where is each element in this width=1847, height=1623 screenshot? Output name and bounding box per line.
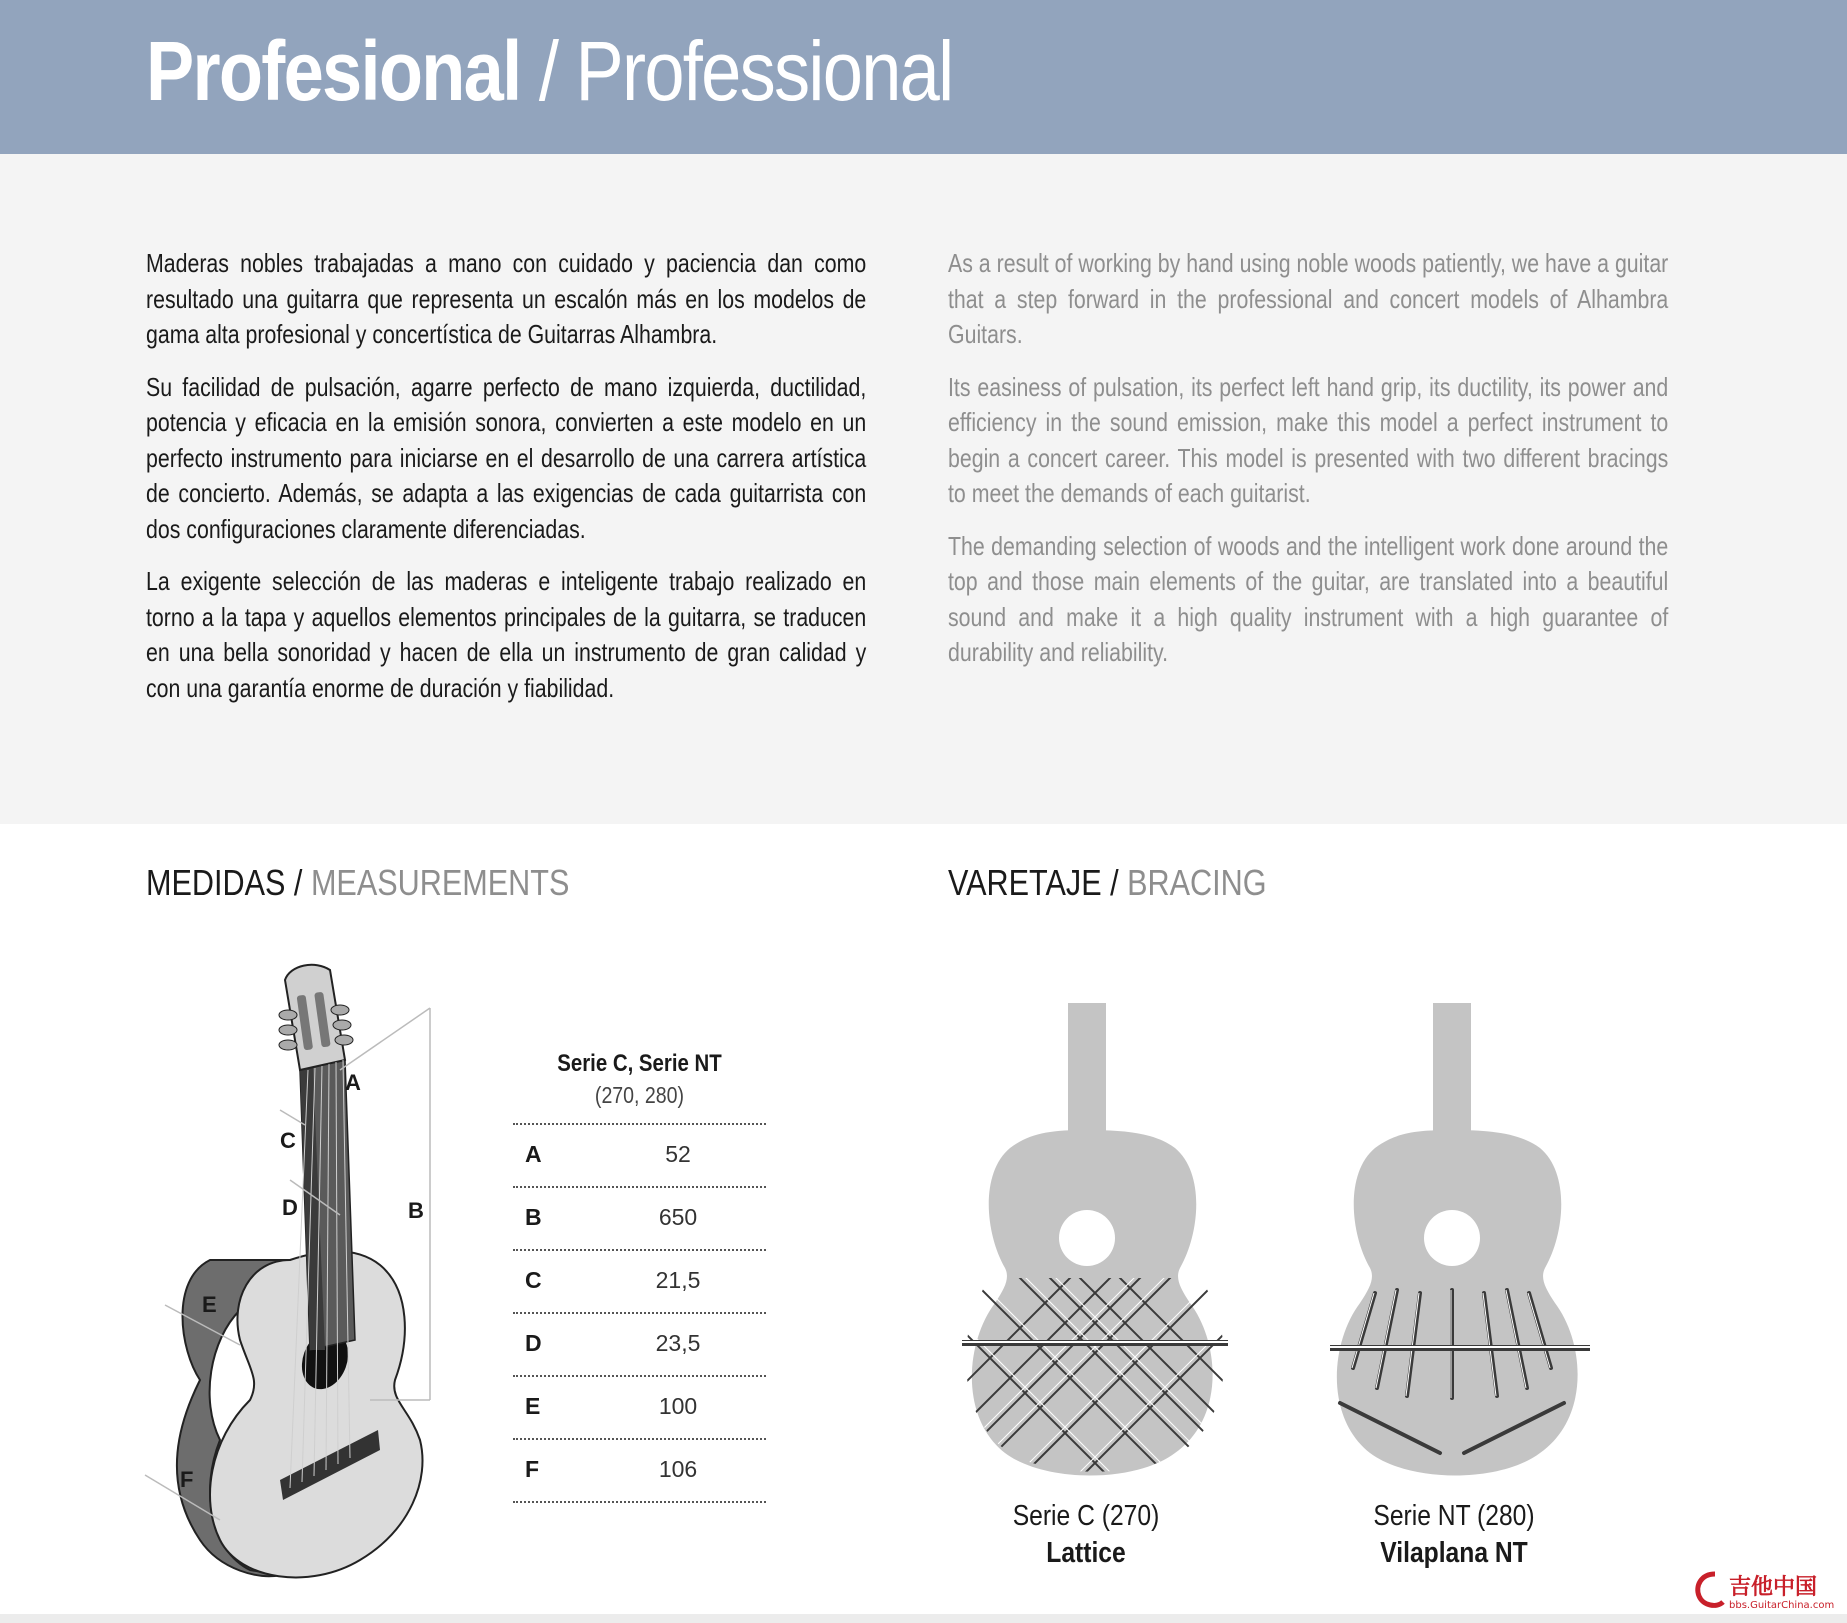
paragraph-text: The demanding selection of woods and the intelligent work done around the top and those main elements of the guitar, are translated into a beautiful sound and make it a high quality instrument with a high guarantee of durability and reliability. — [948, 530, 1669, 667]
table-header — [513, 1050, 766, 1125]
watermark-swirl — [1698, 1574, 1723, 1605]
measurements-table — [513, 1050, 766, 1503]
intro-text-spanish — [146, 246, 866, 723]
paragraph-text: As a result of working by hand using noble woods patiently, we have a guitar that a step forward in the professional and concert models of Alhambra Guitars. — [948, 248, 1669, 349]
title-separator: / — [1101, 862, 1128, 903]
neck-shape — [1068, 1003, 1106, 1133]
sound-hole — [1059, 1210, 1115, 1266]
bracing-title — [948, 862, 1267, 904]
measurements-title-es: MEDIDAS — [146, 862, 286, 903]
bracing-title-en: BRACING — [1127, 862, 1267, 903]
table-row — [513, 1440, 766, 1503]
measurement-key: A — [525, 1141, 542, 1167]
bracing-series-label: Serie C (270) — [1012, 1500, 1160, 1532]
measurement-value: 21,5 — [655, 1267, 701, 1293]
table-row — [513, 1314, 766, 1377]
measurements-title — [146, 862, 569, 904]
paragraph-en-1 — [948, 246, 1668, 353]
table-row — [513, 1377, 766, 1440]
tuning-peg — [279, 1040, 297, 1050]
table-header-series: Serie C, Serie NT — [557, 1050, 722, 1077]
guitar-measurement-diagram — [140, 960, 460, 1590]
bracing-title-es: VARETAJE — [948, 862, 1102, 903]
measurement-key: D — [525, 1330, 542, 1356]
paragraph-text: La exigente selección de las maderas e inteligente trabajo realizado en torno a la tapa y aquellos elementos principales de la guitarra, se traducen en una bella sonoridad y hacen de ella un instrumento de gran calidad y con una garantía enorme de duración y fiabilidad. — [146, 566, 867, 703]
paragraph-es-2 — [146, 370, 866, 548]
bottom-border — [0, 1614, 1847, 1623]
measurement-value: 650 — [658, 1204, 698, 1230]
diagram-label-e: E — [202, 1292, 217, 1317]
tuning-peg — [333, 1020, 351, 1030]
sound-hole — [1424, 1210, 1480, 1266]
table-header-models: (270, 280) — [594, 1082, 685, 1108]
page-title-es: Profesional — [146, 24, 521, 118]
harmonic-bar-highlight — [1330, 1346, 1590, 1348]
bracing-caption-lattice — [926, 1500, 1246, 1570]
page-title-en: / Professional — [520, 24, 953, 118]
paragraph-es-1 — [146, 246, 866, 353]
title-separator: / — [285, 862, 311, 903]
paragraph-en-3 — [948, 529, 1668, 671]
bracing-vilaplana-diagram — [1315, 998, 1605, 1488]
intro-text-english — [948, 246, 1668, 688]
bracing-lattice-diagram — [950, 998, 1240, 1488]
paragraph-text: Its easiness of pulsation, its perfect left hand grip, its ductility, its power and efficiency in the sound emission, make this model a perfect instrument to begin a concert career. This model is presented with two different bracings to meet the demands of each guitarist. — [948, 371, 1669, 508]
diagram-label-c: C — [280, 1128, 296, 1153]
measurement-key: F — [525, 1456, 540, 1482]
diagram-label-f: F — [180, 1467, 194, 1492]
diagram-label-b: B — [408, 1198, 424, 1223]
harmonic-bar-highlight — [962, 1341, 1228, 1343]
neck-shape — [1433, 1003, 1471, 1133]
measurements-title-en: MEASUREMENTS — [310, 862, 570, 903]
diagram-label-a: A — [345, 1070, 361, 1095]
header-banner — [0, 0, 1847, 154]
tuning-peg — [279, 1025, 297, 1035]
watermark-url-text: bbs.GuitarChina.com — [1729, 1600, 1835, 1611]
page-title — [146, 16, 952, 126]
measurement-value: 52 — [665, 1141, 691, 1167]
measurement-value: 106 — [658, 1456, 698, 1482]
paragraph-text: Maderas nobles trabajadas a mano con cuidado y paciencia dan como resultado una guitarra que representa un escalón más en los modelos de gama alta profesional y concertística de Guitarras Alhambra. — [146, 248, 867, 349]
tuning-peg — [331, 1005, 349, 1015]
table-body — [513, 1125, 766, 1503]
guitar-top-shape — [972, 1130, 1213, 1476]
tuning-peg — [335, 1035, 353, 1045]
bracing-series-label: Serie NT (280) — [1373, 1500, 1535, 1532]
intro-section — [0, 154, 1847, 824]
diagram-label-d: D — [282, 1195, 298, 1220]
measurement-key: C — [525, 1267, 542, 1293]
table-row — [513, 1125, 766, 1188]
bracing-name-label: Vilaplana NT — [1380, 1537, 1528, 1569]
measurement-value: 23,5 — [655, 1330, 701, 1356]
bracing-name-label: Lattice — [1046, 1537, 1126, 1569]
measurement-key: B — [525, 1204, 542, 1230]
bracing-caption-vilaplana — [1294, 1500, 1614, 1570]
measurement-value: 100 — [658, 1393, 698, 1419]
watermark-logo — [1693, 1568, 1843, 1612]
tuning-peg — [279, 1010, 297, 1020]
table-row — [513, 1251, 766, 1314]
table-row — [513, 1188, 766, 1251]
paragraph-en-2 — [948, 370, 1668, 512]
watermark-cn-text: 吉他中国 — [1729, 1575, 1818, 1600]
paragraph-es-3 — [146, 564, 866, 706]
paragraph-text: Su facilidad de pulsación, agarre perfecto de mano izquierda, ductilidad, potencia y eficacia en la emisión sonora, convierten a este modelo en un perfecto instrumento para iniciarse en el desarrollo de una carrera artística de concierto. Además, se adapta a las exigencias de cada guitarrista con dos configuraciones claramente diferenciadas. — [146, 371, 867, 544]
measurement-key: E — [525, 1393, 541, 1419]
